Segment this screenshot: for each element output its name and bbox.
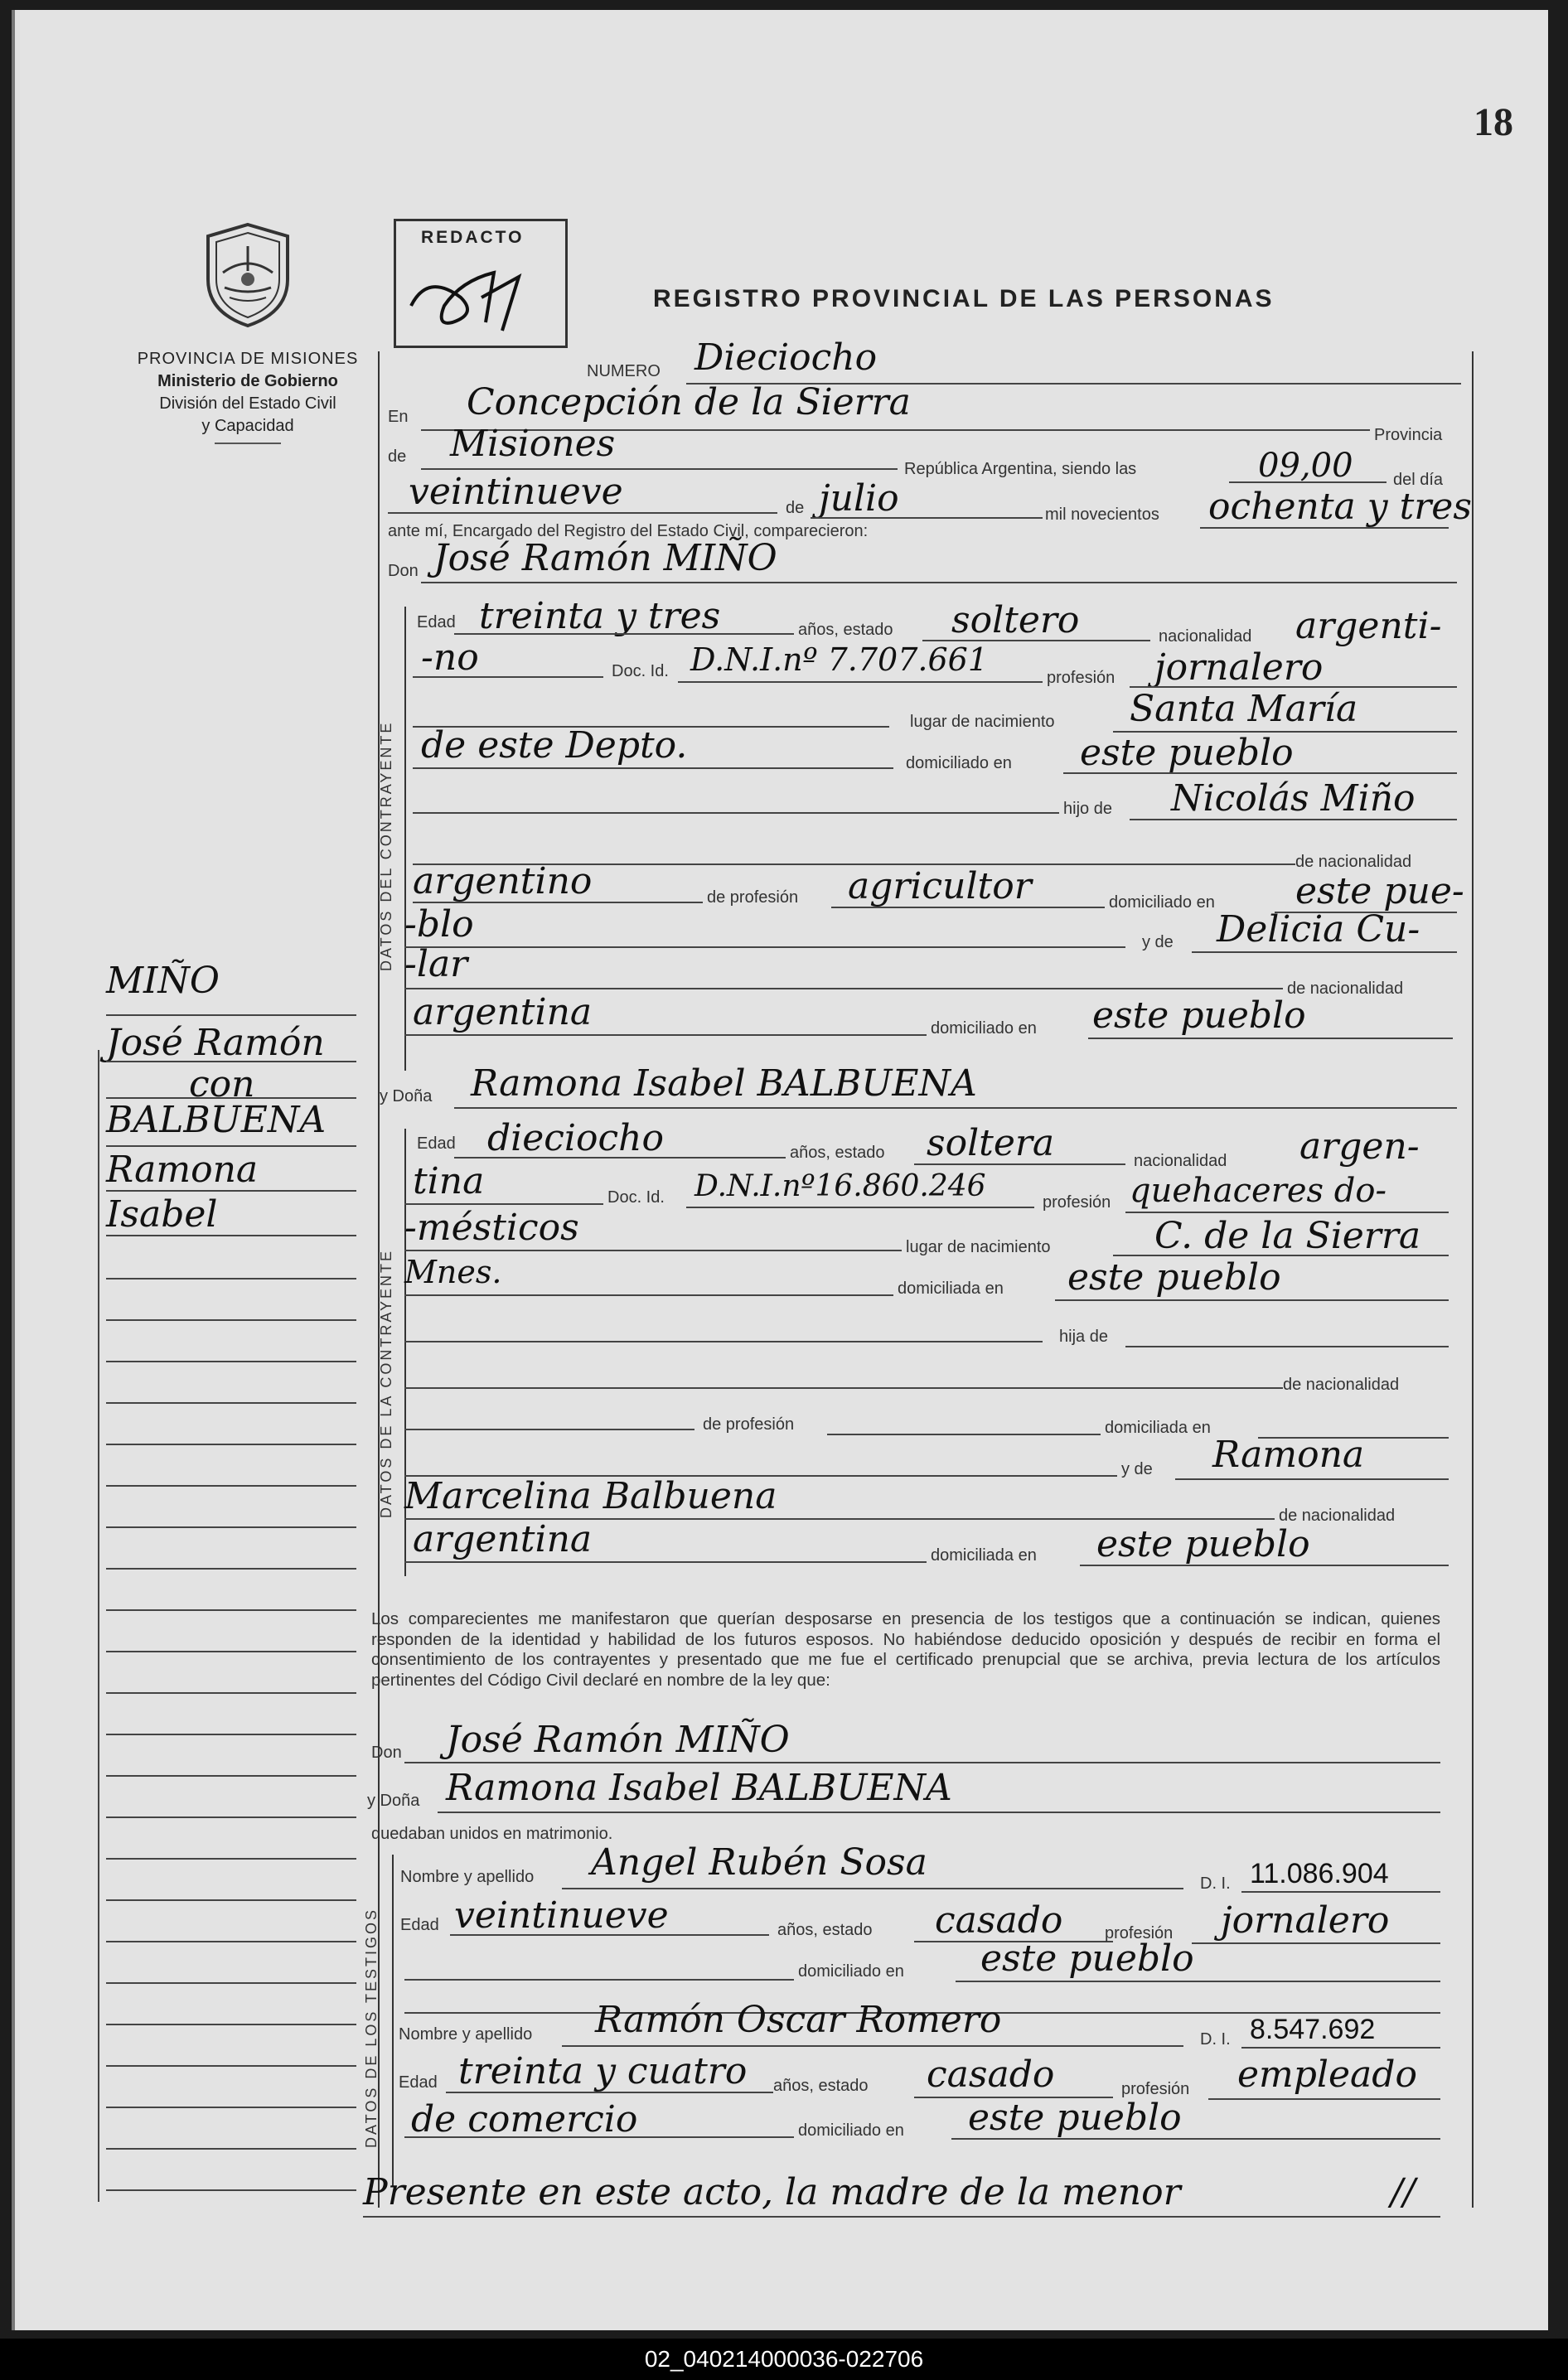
margin-line	[106, 1816, 356, 1818]
footer-id-bar	[0, 2339, 1568, 2380]
hija-de-label: hija de	[1059, 1328, 1108, 1346]
provincia-label: Provincia	[1374, 426, 1443, 444]
edad-label: Edad	[400, 1916, 439, 1934]
witness2-domicilio: este pueblo	[968, 2097, 1182, 2139]
groom-doc: D.N.I.nº 7.707.661	[690, 641, 988, 678]
numero-value: Dieciocho	[694, 336, 878, 379]
de-nacionalidad-label: de nacionalidad	[1283, 1376, 1400, 1394]
field-line	[404, 1034, 927, 1036]
margin-line	[106, 1526, 356, 1528]
field-line	[363, 2216, 1440, 2218]
field-line	[421, 468, 898, 470]
bride-name: Ramona Isabel BALBUENA	[471, 1062, 977, 1105]
groom-nacionalidad-cont: -no	[421, 636, 479, 679]
field-line	[421, 582, 1457, 583]
domiciliado-label: domiciliado en	[1109, 893, 1215, 912]
madre-domicilio: este pueblo	[1092, 994, 1306, 1037]
bride-profesion-cont: -mésticos	[404, 1207, 579, 1249]
anos-estado-label: años, estado	[798, 621, 893, 639]
lugar-value: Concepción de la Sierra	[467, 381, 911, 423]
bride-profesion: quehaceres do-	[1130, 1172, 1387, 1210]
margin-line	[106, 1485, 356, 1487]
margin-line	[106, 1941, 356, 1942]
field-line	[686, 1207, 1034, 1208]
don-label: Don	[371, 1744, 402, 1762]
groom-estado: soltero	[951, 599, 1080, 641]
bride-madre: Ramona	[1212, 1434, 1365, 1476]
groom-nacionalidad: argenti-	[1295, 605, 1442, 647]
margin-line	[106, 1775, 356, 1777]
numero-label: NUMERO	[587, 362, 661, 380]
witness1-name: Angel Rubén Sosa	[591, 1841, 927, 1884]
field-line	[811, 517, 1043, 519]
margin-line	[106, 1190, 356, 1192]
witness1-di: 11.086.904	[1250, 1858, 1389, 1889]
padre-nacionalidad: argentino	[413, 860, 593, 902]
field-line	[951, 2138, 1440, 2140]
witness2-estado: casado	[927, 2053, 1055, 2096]
divider	[215, 443, 281, 444]
declaration-paragraph: Los comparecientes me manifestaron que querían desposarse en presencia de los testigos que a continuación se indican, quienes responden de la identidad y habilidad de los futuros esposos. No habiéndose deducido oposición y después de recibir en forma el consentimiento de los contrayentes y presentado que me fue el certificado prenupcial que se archiva, previa lectura de los artículos pertinentes del Código Civil declaré en nombre de la ley que:	[371, 1609, 1440, 1690]
padre-profesion: agricultor	[848, 865, 1032, 907]
margin-given-names: Ramona	[106, 1149, 259, 1191]
margin-line	[106, 2107, 356, 2108]
field-line	[404, 1762, 1440, 1763]
field-line	[831, 907, 1105, 908]
profesion-label: profesión	[1043, 1193, 1111, 1212]
domiciliada-label: domiciliada en	[931, 1546, 1037, 1565]
section-bracket	[392, 1855, 394, 2186]
nacionalidad-label: nacionalidad	[1134, 1152, 1227, 1170]
margin-surname: BALBUENA	[106, 1099, 327, 1141]
field-line	[404, 2136, 794, 2138]
de-profesion-label: de profesión	[703, 1415, 795, 1434]
field-line	[404, 988, 1283, 989]
anos-estado-label: años, estado	[773, 2077, 869, 2095]
profesion-label: profesión	[1121, 2080, 1190, 2098]
field-line	[404, 1979, 794, 1981]
margin-line	[106, 2148, 356, 2150]
agency-line: División del Estado Civil	[159, 394, 336, 413]
margin-line	[106, 1278, 356, 1279]
margin-line	[106, 1858, 356, 1860]
field-line	[1192, 951, 1457, 953]
margin-line	[106, 1444, 356, 1445]
field-line	[413, 767, 893, 769]
field-line	[1080, 1565, 1449, 1566]
field-line	[1130, 819, 1457, 820]
margin-line	[106, 1402, 356, 1404]
field-line	[1125, 1212, 1449, 1213]
field-line	[404, 1341, 1043, 1342]
provincia-value: Misiones	[450, 423, 616, 465]
footer-note-end-mark: //	[1391, 2171, 1416, 2213]
y-de-label: y de	[1121, 1460, 1153, 1478]
ante-label: ante mí, Encargado del Registro del Estado Civil, comparecieron:	[388, 522, 869, 540]
vertical-label-groom: DATOS DEL CONTRAYENTE	[378, 720, 394, 971]
doc-label: Doc. Id.	[612, 662, 669, 680]
agency-line: Ministerio de Gobierno	[157, 372, 338, 390]
di-label: D. I.	[1200, 1874, 1231, 1893]
field-line	[413, 676, 603, 678]
footer-id: 02_040214000036-022706	[644, 2346, 924, 2372]
di-label: D. I.	[1200, 2030, 1231, 2049]
margin-line	[106, 1568, 356, 1570]
de-nacionalidad-label: de nacionalidad	[1279, 1507, 1396, 1525]
anos-estado-label: años, estado	[777, 1921, 873, 1939]
bride-nacionalidad: argen-	[1299, 1125, 1420, 1168]
agency-line: PROVINCIA DE MISIONES	[137, 350, 359, 368]
groom-madre: Delicia Cu-	[1217, 908, 1420, 951]
field-line	[413, 812, 1059, 814]
field-line	[914, 1163, 1125, 1165]
field-line	[562, 1888, 1183, 1889]
witness1-edad: veintinueve	[454, 1894, 669, 1937]
domiciliado-label: domiciliado en	[906, 754, 1012, 772]
margin-bracket	[98, 1050, 99, 2202]
groom-madre-cont: -lar	[404, 943, 468, 985]
madre-nacionalidad: argentina	[413, 991, 593, 1033]
bride-doc: D.N.I.nº16.860.246	[694, 1169, 986, 1203]
field-line	[404, 1250, 902, 1251]
margin-line	[106, 1097, 356, 1099]
witness1-estado: casado	[935, 1899, 1063, 1942]
domiciliado-label: domiciliado en	[798, 2121, 904, 2140]
bride-madre-nacionalidad: argentina	[413, 1518, 593, 1560]
bride-madre-domicilio: este pueblo	[1096, 1523, 1310, 1565]
field-line	[1241, 2047, 1440, 2049]
margin-line	[106, 2024, 356, 2025]
declaration-bride: Ramona Isabel BALBUENA	[446, 1767, 952, 1809]
bride-nacionalidad-cont: tina	[413, 1160, 485, 1202]
agency-block	[116, 348, 380, 444]
section-bracket	[404, 607, 406, 1071]
margin-line	[106, 1145, 356, 1147]
field-line	[1175, 1478, 1449, 1480]
vertical-label-witnesses: DATOS DE LOS TESTIGOS	[363, 1907, 380, 2148]
quedaban-label: quedaban unidos en matrimonio.	[371, 1825, 613, 1843]
field-line	[956, 1981, 1440, 1982]
declaration-groom: José Ramón MIÑO	[446, 1719, 790, 1761]
stamp-signature-icon	[403, 248, 552, 339]
field-line	[404, 1387, 1283, 1389]
bride-lugar-nac: C. de la Sierra	[1154, 1215, 1421, 1257]
page-number: 18	[1474, 100, 1513, 144]
field-line	[1088, 1038, 1453, 1039]
nombre-apellido-label: Nombre y apellido	[400, 1868, 535, 1886]
field-line	[1229, 481, 1387, 483]
field-line	[450, 1934, 769, 1936]
profesion-label: profesión	[1105, 1924, 1174, 1942]
field-line	[454, 1157, 786, 1159]
bride-estado: soltera	[927, 1122, 1055, 1164]
anos-estado-label: años, estado	[790, 1144, 885, 1162]
field-line	[454, 633, 794, 635]
padre-domicilio: este pue-	[1295, 870, 1464, 912]
field-line	[678, 681, 1043, 683]
margin-given-names: José Ramón	[106, 1022, 325, 1064]
de-label: de	[388, 447, 407, 466]
field-line	[1125, 1346, 1449, 1347]
lugar-nac-label: lugar de nacimiento	[906, 1238, 1051, 1256]
field-line	[404, 1429, 694, 1430]
domiciliado-label: domiciliado en	[931, 1019, 1037, 1038]
field-line	[1055, 1299, 1449, 1301]
witness2-profesion-cont: de comercio	[411, 2098, 638, 2141]
republica-label: República Argentina, siendo las	[904, 460, 1137, 478]
y-dona-label: y Doña	[367, 1792, 420, 1810]
margin-line	[106, 2189, 356, 2191]
field-line	[1063, 772, 1457, 774]
domiciliado-label: domiciliado en	[798, 1962, 904, 1981]
bride-madre-cont: Marcelina Balbuena	[404, 1475, 777, 1517]
groom-lugar-nac-cont: de este Depto.	[421, 724, 688, 767]
field-line	[827, 1434, 1101, 1435]
margin-line	[106, 1014, 356, 1016]
witness2-di: 8.547.692	[1250, 2014, 1376, 2045]
edad-label: Edad	[417, 613, 456, 631]
register-page	[12, 10, 1548, 2330]
doc-label: Doc. Id.	[607, 1188, 665, 1207]
mes-value: julio	[819, 477, 899, 520]
anio-value: ochenta y tres	[1208, 486, 1472, 528]
margin-line	[106, 1609, 356, 1611]
de-profesion-label: de profesión	[707, 888, 799, 907]
margin-line	[106, 1734, 356, 1735]
lugar-nac-label: lugar de nacimiento	[910, 713, 1055, 731]
mil-label: mil novecientos	[1045, 506, 1159, 524]
redacto-stamp	[394, 219, 568, 348]
nombre-apellido-label: Nombre y apellido	[399, 2025, 533, 2044]
field-line	[1192, 1942, 1440, 1944]
groom-padre: Nicolás Miño	[1171, 777, 1416, 820]
margin-line	[106, 1651, 356, 1652]
domiciliada-label: domiciliada en	[1105, 1419, 1211, 1437]
dia-value: veintinueve	[409, 471, 623, 513]
de-nacionalidad-label: de nacionalidad	[1287, 980, 1404, 998]
margin-line	[106, 1692, 356, 1694]
witness2-name: Ramón Oscar Romero	[595, 1999, 1002, 2041]
stamp-label: REDACTO	[421, 228, 525, 247]
del-dia-label: del día	[1393, 471, 1444, 489]
field-line	[404, 1561, 927, 1563]
field-line	[404, 1294, 893, 1296]
y-dona-label: y Doña	[380, 1087, 433, 1105]
margin-given-names: Isabel	[106, 1193, 218, 1236]
margin-line	[106, 1361, 356, 1362]
margin-con: con	[189, 1063, 255, 1105]
field-line	[446, 2092, 773, 2093]
vertical-label-bride: DATOS DE LA CONTRAYENTE	[378, 1248, 394, 1518]
hora-value: 09,00	[1258, 447, 1353, 485]
margin-line	[106, 1319, 356, 1321]
field-line	[404, 1203, 603, 1205]
agency-line: y Capacidad	[201, 417, 294, 435]
en-label: En	[388, 408, 409, 426]
footer-note: Presente en este acto, la madre de la menor	[363, 2171, 1181, 2213]
padre-domicilio-cont: -blo	[404, 903, 474, 946]
hijo-de-label: hijo de	[1063, 800, 1112, 818]
margin-line	[106, 2065, 356, 2067]
groom-lugar-nac: Santa María	[1130, 688, 1358, 730]
bride-domicilio: este pueblo	[1067, 1256, 1281, 1299]
field-line	[1208, 2098, 1440, 2100]
field-line	[438, 1812, 1440, 1813]
edad-label: Edad	[399, 2073, 438, 2092]
nacionalidad-label: nacionalidad	[1159, 627, 1252, 646]
de-nacionalidad-label: de nacionalidad	[1295, 853, 1412, 871]
field-line	[404, 946, 1125, 948]
provincial-seal-icon	[201, 221, 294, 329]
bride-lugar-nac-cont: Mnes.	[404, 1254, 502, 1290]
margin-line	[106, 1061, 356, 1062]
field-line	[388, 512, 777, 514]
groom-edad: treinta y tres	[479, 595, 721, 637]
form-heading: REGISTRO PROVINCIAL DE LAS PERSONAS	[653, 285, 1275, 312]
groom-domicilio: este pueblo	[1080, 732, 1294, 774]
groom-profesion: jornalero	[1154, 646, 1324, 689]
margin-surname: MIÑO	[106, 960, 220, 1002]
witness1-profesion: jornalero	[1221, 1899, 1390, 1942]
don-label: Don	[388, 562, 419, 580]
de-mes-label: de	[786, 499, 805, 517]
margin-line	[106, 1235, 356, 1236]
field-line	[454, 1107, 1457, 1109]
margin-line	[106, 1982, 356, 1984]
y-de-label: y de	[1142, 933, 1174, 951]
field-line	[1200, 527, 1449, 529]
margin-line	[106, 1899, 356, 1901]
profesion-label: profesión	[1047, 669, 1116, 687]
bride-edad: dieciocho	[487, 1117, 664, 1159]
groom-name: José Ramón MIÑO	[433, 537, 777, 579]
witness2-profesion: empleado	[1237, 2053, 1417, 2096]
witness2-edad: treinta y cuatro	[458, 2050, 748, 2092]
domiciliada-label: domiciliada en	[898, 1279, 1004, 1298]
witness1-domicilio: este pueblo	[980, 1937, 1194, 1980]
field-line	[1241, 1891, 1440, 1893]
field-line	[562, 2045, 1183, 2047]
edad-label: Edad	[417, 1134, 456, 1153]
